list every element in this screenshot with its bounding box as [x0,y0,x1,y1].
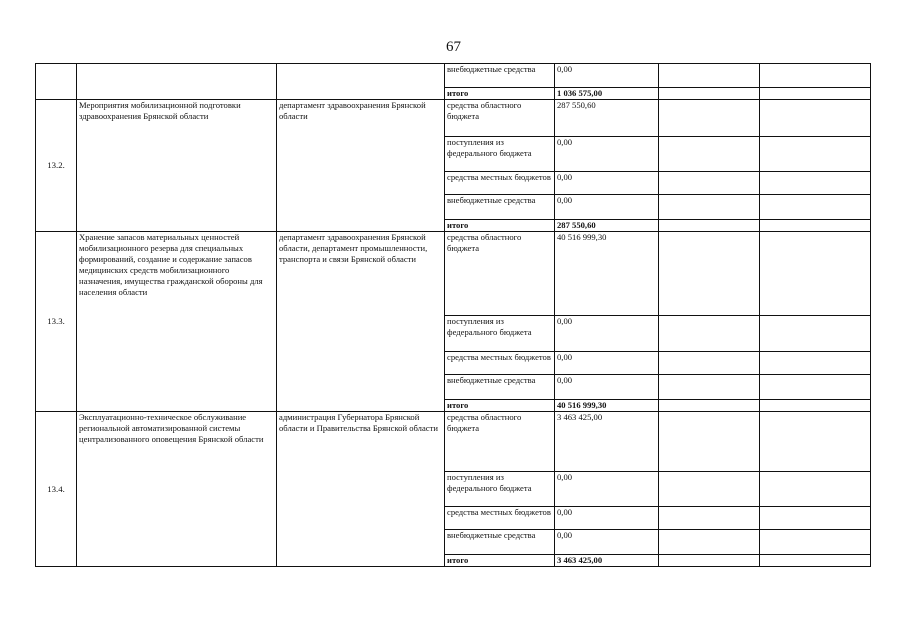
empty-cell [760,352,871,375]
empty-cell [659,195,760,220]
empty-cell [760,507,871,530]
total-amount: 3 463 425,00 [555,555,659,567]
empty-cell [659,555,760,567]
table-row [36,64,871,88]
amount-cell: 0,00 [555,375,659,400]
source-cell: средства областного бюджета [445,100,555,137]
empty-cell [760,64,871,88]
total-label: итого [445,400,555,412]
empty-cell [659,472,760,507]
empty-cell [659,232,760,316]
activity-cell: Эксплуатационно-техническое обслуживание региональной автоматизированной системы централизованного оповещения Брянской области [77,412,277,567]
amount-cell: 0,00 [555,172,659,195]
empty-cell [659,100,760,137]
amount-cell: 287 550,60 [555,100,659,137]
empty-cell [760,472,871,507]
empty-cell [760,555,871,567]
section-number: 13.2. [36,100,77,232]
amount-cell: 0,00 [555,195,659,220]
source-cell: средства местных бюджетов [445,352,555,375]
responsible-cell: департамент здравоохранения Брянской области [277,100,445,232]
total-label: итого [445,88,555,100]
empty-cell [760,316,871,352]
amount-cell: 0,00 [555,316,659,352]
empty-cell [760,195,871,220]
amount-cell: 0,00 [555,472,659,507]
empty-cell [760,172,871,195]
empty-cell [659,88,760,100]
source-cell: средства местных бюджетов [445,507,555,530]
empty-cell [659,507,760,530]
total-amount: 1 036 575,00 [555,88,659,100]
source-cell: внебюджетные средства [445,530,555,555]
source-cell: внебюджетные средства [445,375,555,400]
empty-cell [659,412,760,472]
source-cell: внебюджетные средства [445,64,555,88]
section-number: 13.4. [36,412,77,567]
activity-cell: Хранение запасов материальных ценностей мобилизационного резерва для специальных формирований, создание и содержание запасов медицинских средств мобилизационного назначения, имущества гражданской обороны для населения области [77,232,277,412]
activity-cell: Мероприятия мобилизационной подготовки здравоохранения Брянской области [77,100,277,232]
amount-cell: 3 463 425,00 [555,412,659,472]
amount-cell: 0,00 [555,352,659,375]
budget-table [35,63,870,567]
amount-cell: 0,00 [555,530,659,555]
source-cell: внебюджетные средства [445,195,555,220]
table-row [36,232,871,316]
empty-cell [760,375,871,400]
total-amount: 287 550,60 [555,220,659,232]
empty-cell [659,64,760,88]
source-cell: поступления из федерального бюджета [445,316,555,352]
empty-cell [760,137,871,172]
total-label: итого [445,220,555,232]
source-cell: средства областного бюджета [445,232,555,316]
page-number: 67 [446,39,461,55]
empty-cell [760,400,871,412]
empty-cell [659,316,760,352]
empty-cell [760,88,871,100]
empty-cell [659,172,760,195]
empty-cell [760,412,871,472]
empty-cell [760,220,871,232]
amount-cell: 0,00 [555,64,659,88]
empty-cell [659,137,760,172]
empty-cell [760,100,871,137]
empty-cell [659,220,760,232]
empty-cell [659,352,760,375]
source-cell: средства областного бюджета [445,412,555,472]
empty-cell [659,530,760,555]
source-cell: поступления из федерального бюджета [445,137,555,172]
empty-cell [760,530,871,555]
number-cell [36,64,77,100]
activity-cell [77,64,277,100]
empty-cell [760,232,871,316]
empty-cell [659,400,760,412]
amount-cell: 40 516 999,30 [555,232,659,316]
empty-cell [659,375,760,400]
amount-cell: 0,00 [555,137,659,172]
section-number: 13.3. [36,232,77,412]
table-row [36,412,871,472]
source-cell: поступления из федерального бюджета [445,472,555,507]
responsible-cell: департамент здравоохранения Брянской области, департамент промышленности, транспорта и связи Брянской области [277,232,445,412]
table-row [36,100,871,137]
amount-cell: 0,00 [555,507,659,530]
source-cell: средства местных бюджетов [445,172,555,195]
responsible-cell [277,64,445,100]
total-amount: 40 516 999,30 [555,400,659,412]
responsible-cell: администрация Губернатора Брянской области и Правительства Брянской области [277,412,445,567]
total-label: итого [445,555,555,567]
